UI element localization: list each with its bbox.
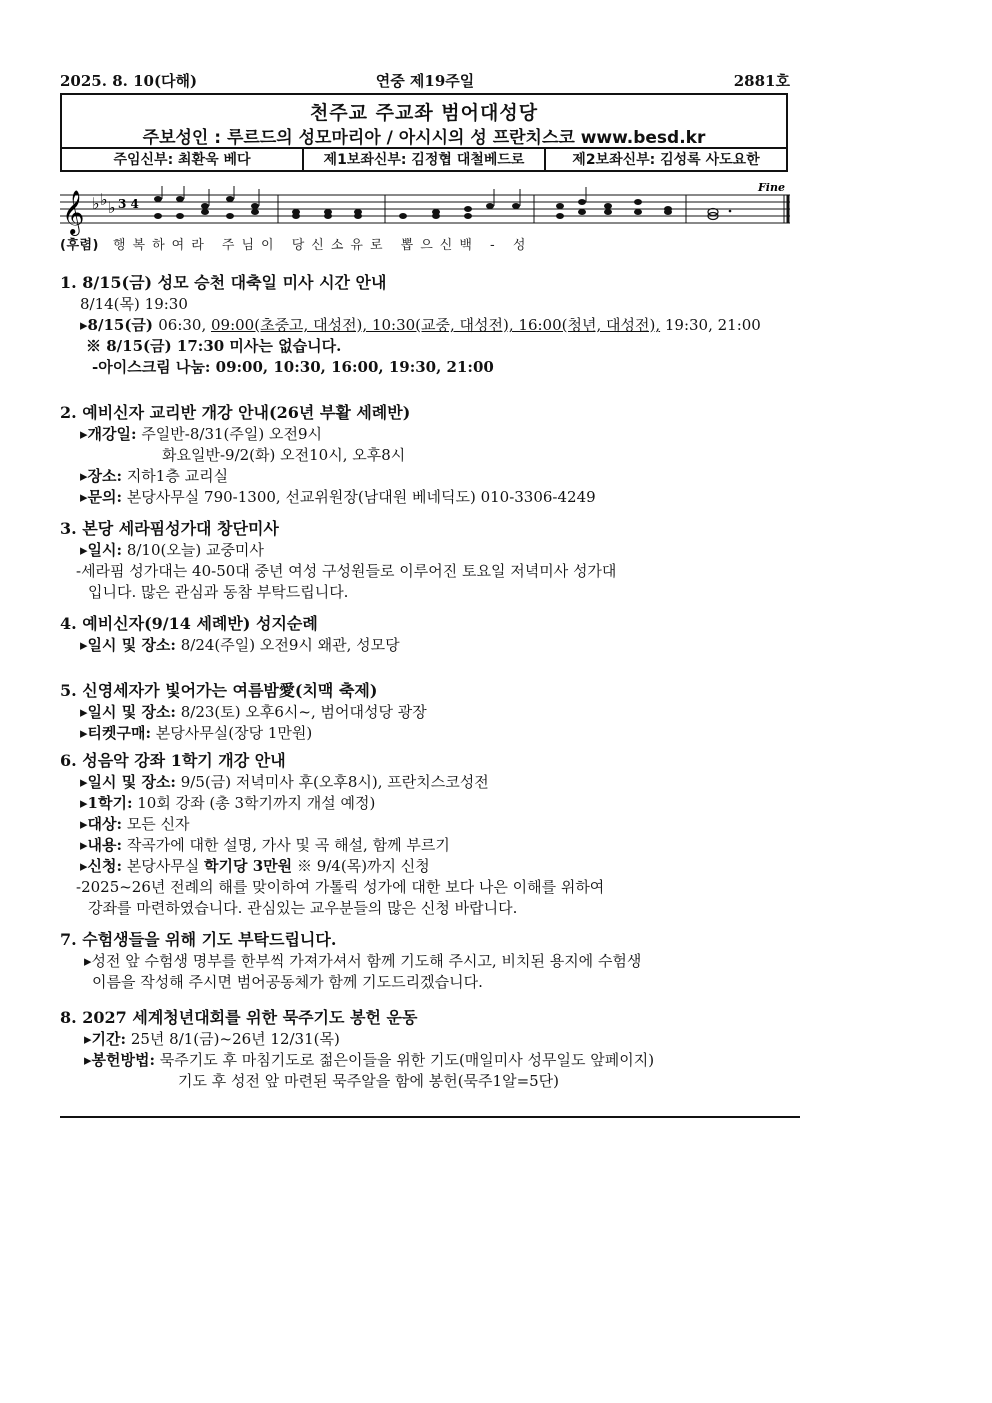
- section-3: [60, 518, 795, 603]
- s3-line-3: 입니다. 많은 관심과 동참 부탁드립니다.: [88, 583, 349, 601]
- svg-text:♭: ♭: [100, 190, 108, 209]
- patron-line: 주보성인 : 루르드의 성모마리아 / 아시시의 성 프란치스코 www.besd.kr: [142, 128, 706, 148]
- liturgical-week: 연중 제19주일: [375, 72, 475, 90]
- s5-line-1: ▸일시 및 장소: 8/23(토) 오후6시~, 범어대성당 광장: [80, 703, 427, 721]
- section-8: [60, 1007, 795, 1092]
- section-1: [60, 272, 795, 378]
- section-5: [60, 680, 795, 744]
- s5-line-2: ▸티켓구매: 본당사무실(장당 1만원): [80, 724, 313, 742]
- priest-row: [62, 147, 786, 172]
- masthead: [60, 93, 788, 172]
- section-4: [60, 613, 795, 656]
- s1-line-2: ▸8/15(금) 06:30, 09:00(초중고, 대성전), 10:30(교중, 대성전), 16:00(청년, 대성전), 19:30, 21:00: [80, 316, 761, 334]
- issue-line: [60, 70, 790, 90]
- section-8-title: 8. 2027 세계청년대회를 위한 묵주기도 봉헌 운동: [60, 1008, 418, 1027]
- s2-line-1: ▸개강일: 주일반-8/31(주일) 오전9시: [80, 425, 323, 443]
- s8-line-1: ▸기간: 25년 8/1(금)~26년 12/31(목): [84, 1030, 340, 1048]
- refrain-lyrics: [60, 234, 790, 253]
- parish-title: 천주교 주교좌 범어대성당: [309, 102, 539, 124]
- section-5-title: 5. 신영세자가 빛어가는 여름밤愛(치맥 축제): [60, 681, 378, 700]
- bottom-divider: [60, 1116, 800, 1118]
- s4-line-1: ▸일시 및 장소: 8/24(주일) 오전9시 왜관, 성모당: [80, 636, 400, 654]
- section-1-title: 1. 8/15(금) 성모 승천 대축일 미사 시간 안내: [60, 273, 387, 292]
- section-7: [60, 929, 795, 993]
- flat-icon: ♭: [92, 194, 100, 213]
- refrain-label: (후렴): [60, 238, 99, 253]
- s3-line-2: -세라핌 성가대는 40-50대 중년 여성 구성원들로 이루어진 토요일 저녁미사 성가대: [76, 562, 617, 580]
- section-2-title: 2. 예비신자 교리반 개강 안내(26년 부활 세례반): [60, 403, 411, 422]
- section-7-title: 7. 수험생들을 위해 기도 부탁드립니다.: [60, 930, 337, 949]
- assistant-priest-1: 제1보좌신부: 김정협 대철베드로: [302, 149, 544, 172]
- refrain-text: 행복하여라 주님이 당신소유로 뽑으신백 - 성: [113, 238, 533, 253]
- svg-text:♭: ♭: [108, 198, 116, 217]
- section-4-title: 4. 예비신자(9/14 세례반) 성지순례: [60, 614, 318, 633]
- issue-date: 2025. 8. 10(다해): [60, 72, 198, 90]
- s6-line-4: ▸내용: 작곡가에 대한 설명, 가사 및 곡 해설, 함께 부르기: [80, 836, 450, 854]
- fine-marking: Fine: [758, 183, 785, 194]
- s6-line-3: ▸대상: 모든 신자: [80, 815, 190, 833]
- treble-clef-icon: 𝄞: [62, 190, 85, 234]
- section-2: [60, 402, 795, 508]
- s8-line-2: ▸봉헌방법: 묵주기도 후 마침기도로 젊은이들을 위한 기도(매일미사 성무일도 앞페이지): [84, 1051, 655, 1069]
- s8-line-3: 기도 후 성전 앞 마련된 묵주알을 함에 봉헌(묵주1알=5단): [178, 1072, 560, 1090]
- pastor: 주임신부: 최환욱 베다: [113, 152, 251, 168]
- section-6-title: 6. 성음악 강좌 1학기 개강 안내: [60, 751, 286, 770]
- s6-line-1: ▸일시 및 장소: 9/5(금) 저녁미사 후(오후8시), 프란치스코성전: [80, 773, 489, 791]
- s7-line-1: ▸성전 앞 수험생 명부를 한부씩 가져가셔서 함께 기도해 주시고, 비치된 용지에 수험생: [84, 952, 642, 970]
- section-6: [60, 750, 795, 919]
- s7-line-2: 이름을 작성해 주시면 범어공동체가 함께 기도드리겠습니다.: [92, 973, 483, 991]
- s2-line-4: ▸문의: 본당사무실 790-1300, 선교위원장(남대원 베네딕도) 010-3306-4249: [80, 488, 596, 506]
- s1-line-4: -아이스크림 나눔: 09:00, 10:30, 16:00, 19:30, 21:00: [92, 358, 494, 376]
- section-3-title: 3. 본당 세라핌성가대 창단미사: [60, 519, 279, 538]
- s1-line-1: 8/14(목) 19:30: [80, 295, 188, 313]
- s6-line-7: 강좌를 마련하였습니다. 관심있는 교우분들의 많은 신청 바랍니다.: [88, 899, 518, 917]
- time-signature: 3 4: [118, 197, 139, 211]
- assistant-priest-2: 제2보좌신부: 김성록 사도요한: [544, 149, 786, 172]
- s1-line-3: ※ 8/15(금) 17:30 미사는 없습니다.: [86, 337, 342, 355]
- s6-line-5: ▸신청: 본당사무실 학기당 3만원 ※ 9/4(목)까지 신청: [80, 857, 430, 875]
- announcements: [60, 272, 795, 1092]
- issue-number: 2881호: [733, 72, 790, 90]
- s6-line-2: ▸1학기: 10회 강좌 (총 3학기까지 개설 예정): [80, 794, 376, 812]
- s6-line-6: -2025~26년 전례의 해를 맞이하여 가톨릭 성가에 대한 보다 나은 이해를 위하여: [76, 878, 605, 896]
- s2-line-3: ▸장소: 지하1층 교리실: [80, 467, 229, 485]
- s2-line-2: 화요일반-9/2(화) 오전10시, 오후8시: [162, 446, 406, 464]
- s3-line-1: ▸일시: 8/10(오늘) 교중미사: [80, 541, 264, 559]
